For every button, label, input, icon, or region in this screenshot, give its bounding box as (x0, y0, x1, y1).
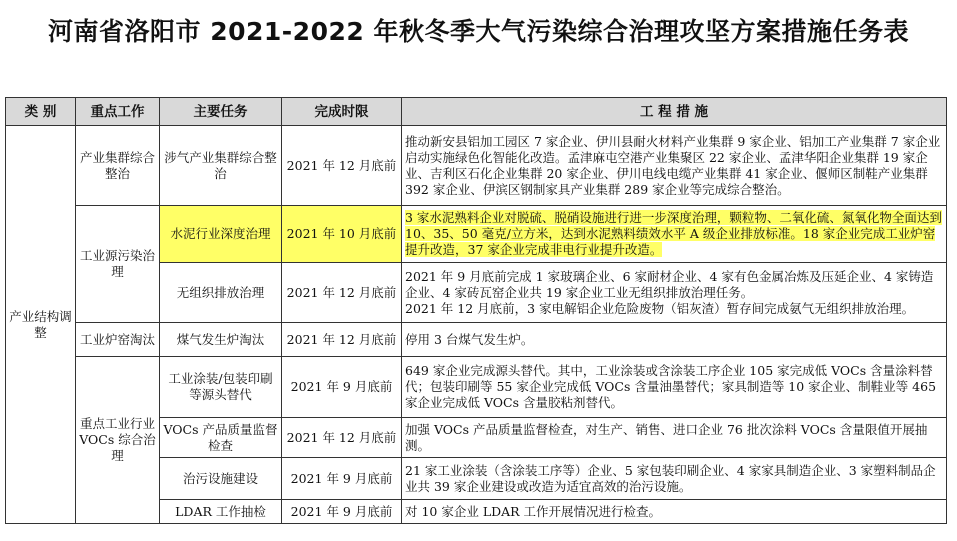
task-cell: 无组织排放治理 (160, 263, 282, 323)
measure-cell: 推动新安县铝加工园区 7 家企业、伊川县耐火材料产业集群 9 家企业、铝加工产业集群 7 家企业启动实施绿色化智能化改造。孟津麻屯空港产业集聚区 22 家企业、孟津华阳企业集群 19 家企业、吉利区石化企业集群 20 家企业、伊川电线电缆产业集群 41 家企业、偃师区制鞋产业集群 392 家企业、伊滨区钢制家具产业集群 289 家企业等完成综合整治。 (402, 126, 947, 206)
page-title: 河南省洛阳市 2021-2022 年秋冬季大气污染综合治理攻坚方案措施任务表 (48, 17, 909, 46)
task-cell: 煤气发生炉淘汰 (160, 323, 282, 357)
deadline-cell: 2021 年 9 月底前 (282, 500, 402, 524)
task-cell: LDAR 工作抽检 (160, 500, 282, 524)
category-cell: 产业结构调整 (6, 126, 76, 524)
measure-cell: 649 家企业完成源头替代。其中，工业涂装或含涂装工序企业 105 家完成低 VOCs 含量涂料替代；包装印刷等 55 家企业完成低 VOCs 含量油墨替代；家具制造等 10 家企业、制鞋业等 465 家企业完成低 VOCs 含量胶粘剂替代。 (402, 357, 947, 418)
key-work-cell: 工业源污染治理 (76, 206, 160, 323)
header-main-task: 主要任务 (160, 98, 282, 126)
header-deadline: 完成时限 (282, 98, 402, 126)
measure-cell: 对 10 家企业 LDAR 工作开展情况进行检查。 (402, 500, 947, 524)
table-row-highlighted (6, 206, 947, 263)
header-category: 类 别 (6, 98, 76, 126)
deadline-cell: 2021 年 9 月底前 (282, 357, 402, 418)
measure-cell: 加强 VOCs 产品质量监督检查，对生产、销售、进口企业 76 批次涂料 VOCs 含量限值开展抽测。 (402, 418, 947, 458)
measure-cell (402, 206, 947, 263)
measure-cell: 21 家工业涂装（含涂装工序等）企业、5 家包装印刷企业、4 家家具制造企业、3 家塑料制品企业共 39 家企业建设或改造为适宜高效的治污设施。 (402, 458, 947, 500)
deadline-cell: 2021 年 12 月底前 (282, 126, 402, 206)
task-cell: 水泥行业深度治理 (160, 206, 282, 263)
deadline-cell: 2021 年 12 月底前 (282, 323, 402, 357)
deadline-cell: 2021 年 9 月底前 (282, 458, 402, 500)
measure-highlighted-text: 3 家水泥熟料企业对脱硫、脱硝设施进行进一步深度治理，颗粒物、二氧化硫、氮氧化物全面达到 10、35、50 毫克/立方米，达到水泥熟料绩效水平 A 级企业排放标准。18 家企业完成工业炉窑提升改造，37 家企业完成非电行业提升改造。 (405, 210, 942, 257)
deadline-cell: 2021 年 12 月底前 (282, 418, 402, 458)
measure-cell: 停用 3 台煤气发生炉。 (402, 323, 947, 357)
key-work-cell: 产业集群综合整治 (76, 126, 160, 206)
measure-line: 2021 年 12 月底前，3 家电解铝企业危险废物（铝灰渣）暂存间完成氨气无组织排放治理。 (405, 300, 915, 316)
task-cell: 涉气产业集群综合整治 (160, 126, 282, 206)
task-table (5, 97, 947, 524)
measure-line: 2021 年 9 月底前完成 1 家玻璃企业、6 家耐材企业、4 家有色金属冶炼及压延企业、4 家铸造企业、4 家砖瓦窑企业共 19 家企业工业无组织排放治理任务。 (405, 268, 934, 300)
table-row (6, 323, 947, 357)
table-header-row (6, 98, 947, 126)
task-cell: 治污设施建设 (160, 458, 282, 500)
measure-cell (402, 263, 947, 323)
header-key-work: 重点工作 (76, 98, 160, 126)
table-row (6, 357, 947, 418)
deadline-cell: 2021 年 12 月底前 (282, 263, 402, 323)
task-cell: VOCs 产品质量监督检查 (160, 418, 282, 458)
task-cell: 工业涂装/包装印刷等源头替代 (160, 357, 282, 418)
table-row (6, 126, 947, 206)
key-work-cell: 工业炉窑淘汰 (76, 323, 160, 357)
deadline-cell: 2021 年 10 月底前 (282, 206, 402, 263)
key-work-cell: 重点工业行业 VOCs 综合治理 (76, 357, 160, 524)
header-measures: 工 程 措 施 (402, 98, 947, 126)
